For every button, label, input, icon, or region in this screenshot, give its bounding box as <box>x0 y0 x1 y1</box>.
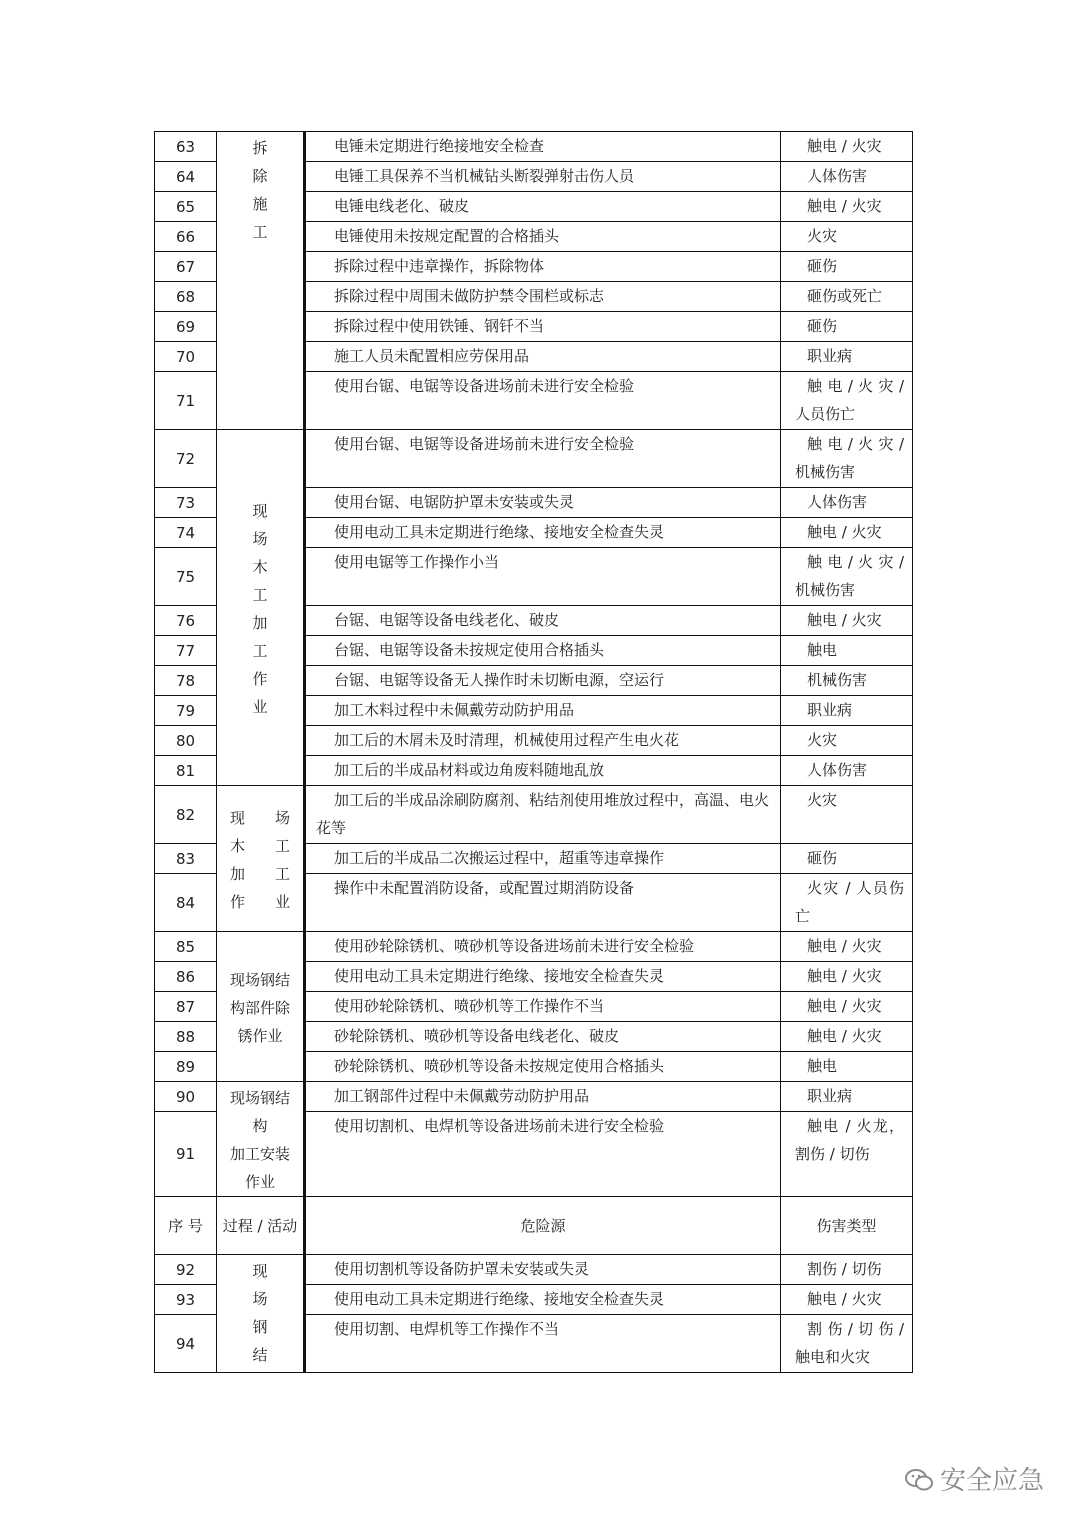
injury-type: 触电 / 火灾 <box>781 518 913 548</box>
watermark <box>904 1460 1044 1497</box>
row-number: 87 <box>155 992 217 1022</box>
row-number: 91 <box>155 1112 217 1197</box>
injury-type: 火灾 <box>781 222 913 252</box>
injury-type: 触电 / 火灾 <box>781 932 913 962</box>
injury-type: 触 电 / 火 灾 / 机械伤害 <box>781 548 913 606</box>
table-row <box>155 430 913 488</box>
injury-type: 火灾 <box>781 786 913 844</box>
process-label: 作业 <box>244 1173 275 1191</box>
row-number: 69 <box>155 312 217 342</box>
hazard-source: 使用砂轮除锈机、喷砂机等工作操作不当 <box>305 992 781 1022</box>
row-number: 86 <box>155 962 217 992</box>
hazard-source: 拆除过程中周围未做防护禁令围栏或标志 <box>305 282 781 312</box>
process-cell <box>217 430 305 786</box>
process-label: 木 <box>252 557 268 576</box>
process-label: 加 工 <box>229 864 290 883</box>
row-number: 68 <box>155 282 217 312</box>
row-number: 73 <box>155 488 217 518</box>
hazard-source: 使用切割、电焊机等工作操作不当 <box>305 1315 781 1373</box>
header-no: 序 号 <box>155 1197 217 1255</box>
row-number: 67 <box>155 252 217 282</box>
process-label: 作 <box>252 669 268 688</box>
process-label: 拆 <box>252 139 268 157</box>
process-cell <box>217 932 305 1082</box>
hazard-source: 使用砂轮除锈机、喷砂机等设备进场前未进行安全检验 <box>305 932 781 962</box>
process-cell <box>217 1082 305 1197</box>
row-number: 78 <box>155 666 217 696</box>
table-row <box>155 932 913 962</box>
row-number: 88 <box>155 1022 217 1052</box>
hazard-source: 台锯、电锯等设备电线老化、破皮 <box>305 606 781 636</box>
hazard-source: 砂轮除锈机、喷砂机等设备电线老化、破皮 <box>305 1022 781 1052</box>
watermark-text: 安全应急 <box>939 1466 1044 1496</box>
injury-type: 触电 / 火灾 <box>781 1022 913 1052</box>
process-label: 钢 <box>252 1318 268 1336</box>
process-label: 工 <box>252 585 268 604</box>
injury-type: 触电 / 火灾 <box>781 1285 913 1315</box>
hazard-source: 操作中未配置消防设备，或配置过期消防设备 <box>305 874 781 932</box>
header-hazard: 危险源 <box>305 1197 781 1255</box>
process-label: 现场钢结 <box>229 970 290 989</box>
hazard-source: 使用电动工具未定期进行绝缘、接地安全检查失灵 <box>305 962 781 992</box>
row-number: 84 <box>155 874 217 932</box>
process-label: 加工安装 <box>229 1145 290 1163</box>
table-row <box>155 786 913 844</box>
table-row <box>155 132 913 162</box>
row-number: 63 <box>155 132 217 162</box>
injury-type: 人体伤害 <box>781 756 913 786</box>
row-number: 74 <box>155 518 217 548</box>
hazard-source: 台锯、电锯等设备无人操作时未切断电源，空运行 <box>305 666 781 696</box>
process-label: 构 <box>252 1117 268 1135</box>
hazard-source: 使用电锯等工作操作小当 <box>305 548 781 606</box>
hazard-source: 加工木料过程中未佩戴劳动防护用品 <box>305 696 781 726</box>
row-number: 89 <box>155 1052 217 1082</box>
header-process: 过程 / 活动 <box>217 1197 305 1255</box>
process-label: 加 <box>252 613 268 632</box>
hazard-table <box>154 131 913 1373</box>
process-label: 作 业 <box>229 892 290 911</box>
table-row <box>155 1082 913 1112</box>
hazard-source: 电锤工具保养不当机械钻头断裂弹射击伤人员 <box>305 162 781 192</box>
process-cell <box>217 786 305 932</box>
row-number: 71 <box>155 372 217 430</box>
row-number: 83 <box>155 844 217 874</box>
injury-type: 机械伤害 <box>781 666 913 696</box>
injury-type: 职业病 <box>781 342 913 372</box>
injury-type: 砸伤 <box>781 312 913 342</box>
header-type: 伤害类型 <box>781 1197 913 1255</box>
injury-type: 人体伤害 <box>781 162 913 192</box>
row-number: 79 <box>155 696 217 726</box>
row-number: 65 <box>155 192 217 222</box>
row-number: 85 <box>155 932 217 962</box>
injury-type: 触电 / 火灾 <box>781 992 913 1022</box>
hazard-source: 加工后的半成品材料或边角废料随地乱放 <box>305 756 781 786</box>
process-label: 现 <box>252 1262 268 1280</box>
hazard-source: 使用台锯、电锯等设备进场前未进行安全检验 <box>305 430 781 488</box>
injury-type: 触电 <box>781 1052 913 1082</box>
wechat-icon <box>904 1467 934 1493</box>
injury-type: 触电 / 火灾 <box>781 606 913 636</box>
injury-type: 砸伤 <box>781 844 913 874</box>
row-number: 72 <box>155 430 217 488</box>
row-number: 64 <box>155 162 217 192</box>
hazard-source: 电锤使用未按规定配置的合格插头 <box>305 222 781 252</box>
hazard-source: 砂轮除锈机、喷砂机等设备未按规定使用合格插头 <box>305 1052 781 1082</box>
process-label: 构部件除 <box>229 998 290 1017</box>
injury-type: 砸伤 <box>781 252 913 282</box>
row-number: 93 <box>155 1285 217 1315</box>
hazard-source: 使用台锯、电锯等设备进场前未进行安全检验 <box>305 372 781 430</box>
hazard-source: 使用台锯、电锯防护罩未安装或失灵 <box>305 488 781 518</box>
hazard-source: 加工钢部件过程中未佩戴劳动防护用品 <box>305 1082 781 1112</box>
row-number: 81 <box>155 756 217 786</box>
process-label: 木 工 <box>229 836 290 855</box>
hazard-source: 台锯、电锯等设备未按规定使用合格插头 <box>305 636 781 666</box>
hazard-source: 拆除过程中违章操作，拆除物体 <box>305 252 781 282</box>
row-number: 80 <box>155 726 217 756</box>
hazard-source: 使用切割机等设备防护罩未安装或失灵 <box>305 1255 781 1285</box>
row-number: 94 <box>155 1315 217 1373</box>
injury-type: 职业病 <box>781 696 913 726</box>
injury-type: 火灾 / 人员伤亡 <box>781 874 913 932</box>
injury-type: 人体伤害 <box>781 488 913 518</box>
process-label: 工 <box>252 641 268 660</box>
process-label: 业 <box>252 697 268 716</box>
hazard-source: 使用切割机、电焊机等设备进场前未进行安全检验 <box>305 1112 781 1197</box>
injury-type: 触电 <box>781 636 913 666</box>
table-row <box>155 1255 913 1285</box>
process-label: 锈作业 <box>237 1026 283 1045</box>
hazard-source: 使用电动工具未定期进行绝缘、接地安全检查失灵 <box>305 518 781 548</box>
process-label: 场 <box>252 1290 268 1308</box>
hazard-source: 使用电动工具未定期进行绝缘、接地安全检查失灵 <box>305 1285 781 1315</box>
row-number: 75 <box>155 548 217 606</box>
process-cell <box>217 132 305 430</box>
process-label: 施 <box>252 195 268 213</box>
hazard-source: 拆除过程中使用铁锤、钢钎不当 <box>305 312 781 342</box>
row-number: 76 <box>155 606 217 636</box>
injury-type: 触电 / 火灾 <box>781 962 913 992</box>
injury-type: 砸伤或死亡 <box>781 282 913 312</box>
process-cell <box>217 1255 305 1373</box>
injury-type: 触电 / 火灾 <box>781 192 913 222</box>
hazard-source: 电锤未定期进行绝接地安全检查 <box>305 132 781 162</box>
injury-type: 火灾 <box>781 726 913 756</box>
injury-type: 职业病 <box>781 1082 913 1112</box>
row-number: 77 <box>155 636 217 666</box>
process-label: 工 <box>252 223 268 241</box>
row-number: 66 <box>155 222 217 252</box>
process-label: 现 场 <box>229 808 290 827</box>
process-label: 场 <box>252 529 268 548</box>
hazard-source: 电锤电线老化、破皮 <box>305 192 781 222</box>
injury-type: 触 电 / 火 灾 / 人员伤亡 <box>781 372 913 430</box>
hazard-source: 加工后的半成品二次搬运过程中，超重等违章操作 <box>305 844 781 874</box>
row-number: 90 <box>155 1082 217 1112</box>
process-label: 现场钢结 <box>229 1089 290 1107</box>
hazard-source: 施工人员未配置相应劳保用品 <box>305 342 781 372</box>
table-header-row <box>155 1197 913 1255</box>
hazard-source: 加工后的半成品涂刷防腐剂、粘结剂使用堆放过程中，高温、电火花等 <box>305 786 781 844</box>
process-label: 除 <box>252 167 268 185</box>
injury-type: 触电 / 火灾 <box>781 132 913 162</box>
process-label: 结 <box>252 1346 268 1364</box>
process-label: 现 <box>252 501 268 520</box>
injury-type: 触电 / 火龙，割伤 / 切伤 <box>781 1112 913 1197</box>
row-number: 70 <box>155 342 217 372</box>
row-number: 92 <box>155 1255 217 1285</box>
injury-type: 触 电 / 火 灾 / 机械伤害 <box>781 430 913 488</box>
injury-type: 割伤 / 切伤 <box>781 1255 913 1285</box>
injury-type: 割 伤 / 切 伤 / 触电和火灾 <box>781 1315 913 1373</box>
hazard-source: 加工后的木屑未及时清理，机械使用过程产生电火花 <box>305 726 781 756</box>
row-number: 82 <box>155 786 217 844</box>
